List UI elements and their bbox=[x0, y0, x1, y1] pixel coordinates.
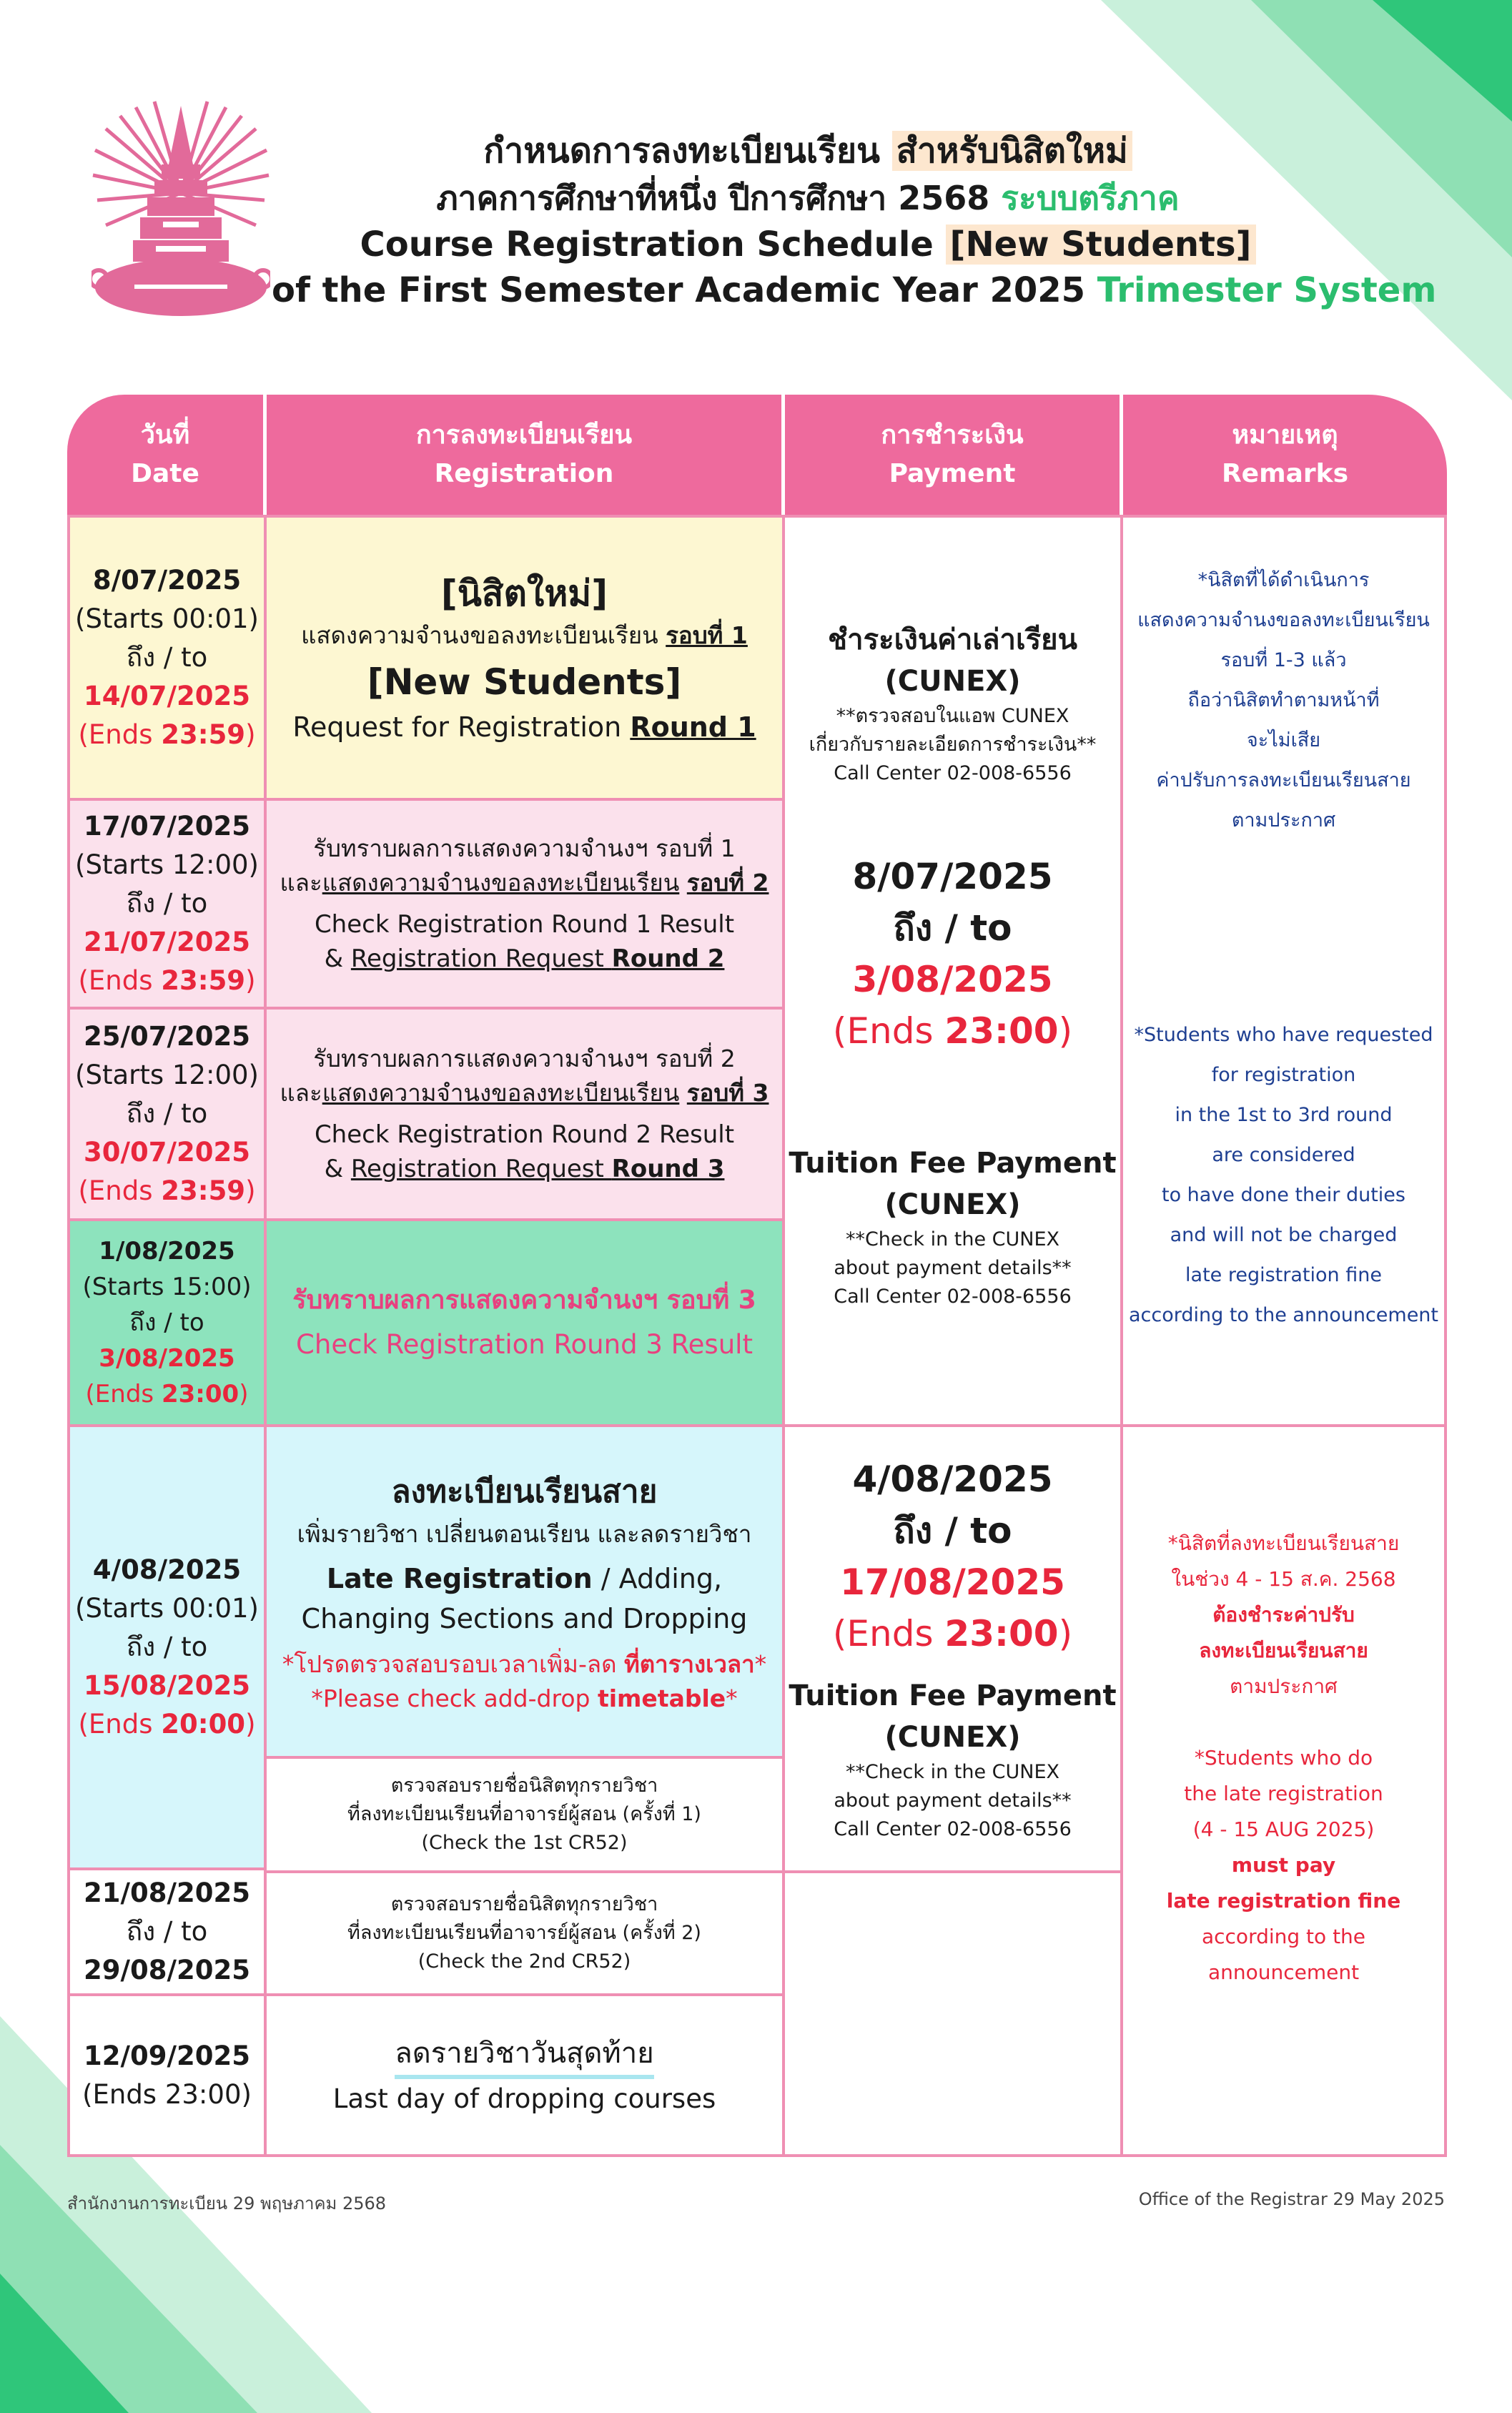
pay1-call: Call Center 02-008-6556 bbox=[834, 762, 1072, 784]
title-line-2 bbox=[272, 174, 1344, 222]
row4-date-cell bbox=[67, 1218, 267, 1427]
row7-line-en: Last day of dropping courses bbox=[332, 2083, 716, 2114]
row5-registration-cell bbox=[264, 1424, 785, 1759]
row5-note-en-c: * bbox=[726, 1684, 738, 1712]
row5-ends-a: (Ends bbox=[78, 1709, 162, 1740]
row5-en-c: Changing Sections and Dropping bbox=[301, 1603, 748, 1634]
row5-note-en-a: *Please check add-drop bbox=[311, 1684, 598, 1712]
row1-start-time: (Starts 00:01) bbox=[75, 603, 259, 634]
row1-end-date: 14/07/2025 bbox=[84, 681, 250, 711]
pay2-call: Call Center 02-008-6556 bbox=[834, 1818, 1072, 1840]
chula-phra-kiao-emblem-icon bbox=[92, 100, 270, 336]
row2-l2c bbox=[679, 869, 687, 897]
row1-ends-a: (Ends bbox=[78, 719, 162, 750]
row7-date-cell bbox=[67, 1993, 267, 2157]
row5-en-a: Late Registration bbox=[326, 1563, 593, 1594]
remark-line: ต้องชำระค่าปรับ bbox=[1212, 1603, 1355, 1627]
remark-line: *Students who do bbox=[1194, 1746, 1373, 1770]
row1-line-en bbox=[292, 707, 756, 747]
header-date bbox=[67, 395, 263, 515]
remark-line: (4 - 15 AUG 2025) bbox=[1192, 1817, 1375, 1841]
row1-ends-c: ) bbox=[245, 719, 256, 750]
row3-line-2 bbox=[280, 1076, 769, 1110]
payment-cell-1 bbox=[782, 515, 1123, 1427]
pay2-note1: **Check in the CUNEX bbox=[845, 1761, 1060, 1783]
pay1-ends-c: ) bbox=[1058, 1010, 1073, 1052]
header-pay-en: Payment bbox=[889, 459, 1016, 488]
row3-line-3: Check Registration Round 2 Result bbox=[314, 1120, 735, 1149]
title-en-4a: of the First Semester Academic Year 2025 bbox=[272, 270, 1086, 310]
title-th-1a: กำหนดการลงทะเบียนเรียน bbox=[483, 131, 880, 171]
row5-note-th-c: * bbox=[754, 1650, 767, 1678]
pay1-note2: เกี่ยวกับรายละเอียดการชำระเงิน** bbox=[809, 734, 1097, 756]
row2-ends-c: ) bbox=[245, 965, 256, 996]
pay2-ends-a: (Ends bbox=[832, 1613, 945, 1654]
row6-date-cell bbox=[67, 1867, 267, 1996]
header-payment bbox=[785, 395, 1120, 515]
row4-ends-c: ) bbox=[239, 1380, 249, 1408]
row3-ends-a: (Ends bbox=[78, 1175, 162, 1206]
row5-en-1 bbox=[327, 1559, 722, 1599]
row2-l2b: แสดงความจำนงขอลงทะเบียนเรียน bbox=[322, 869, 680, 897]
row3-ends-c: ) bbox=[245, 1175, 256, 1206]
row2-line-2 bbox=[280, 866, 769, 900]
header-registration bbox=[267, 395, 781, 515]
remark-line: for registration bbox=[1211, 1064, 1356, 1086]
row2-l2a: และ bbox=[280, 869, 322, 897]
row1-ends-b: 23:59 bbox=[161, 719, 246, 750]
row6-start-date: 21/08/2025 bbox=[84, 1877, 250, 1908]
row4-to: ถึง / to bbox=[129, 1308, 204, 1337]
row2-ends-a: (Ends bbox=[78, 965, 162, 996]
page-header bbox=[0, 0, 1512, 386]
row6-to: ถึง / to bbox=[126, 1916, 208, 1947]
row5-start-time: (Starts 00:01) bbox=[75, 1593, 259, 1624]
row5-end-date: 15/08/2025 bbox=[84, 1670, 250, 1701]
row1-line-en-b: Round 1 bbox=[630, 711, 756, 743]
remark-line: แสดงความจำนงขอลงทะเบียนเรียน bbox=[1137, 609, 1430, 631]
row1-line-th-b: รอบที่ 1 bbox=[666, 621, 748, 649]
row6-cr52-cell bbox=[264, 1870, 785, 1996]
row1-to: ถึง / to bbox=[126, 642, 208, 673]
pay1-cunex: (CUNEX) bbox=[884, 665, 1021, 698]
remark-line: in the 1st to 3rd round bbox=[1175, 1104, 1393, 1126]
title-en-3b: [New Students] bbox=[946, 224, 1256, 265]
row1-line-th-a: แสดงความจำนงขอลงทะเบียนเรียน bbox=[301, 621, 666, 649]
row1-title-th: [นิสิตใหม่] bbox=[440, 573, 608, 614]
header-pay-th: การชำระเงิน bbox=[881, 420, 1024, 450]
row3-ends-b: 23:59 bbox=[161, 1175, 246, 1206]
row5-cr52-cell bbox=[264, 1756, 785, 1873]
row2-l4a: & bbox=[324, 944, 351, 973]
row2-to: ถึง / to bbox=[126, 888, 208, 919]
row5-end-time bbox=[78, 1705, 255, 1744]
row5-note-en-b: timetable bbox=[597, 1684, 726, 1712]
remark-line: late registration fine bbox=[1185, 1264, 1382, 1286]
remark-line: according to the announcement bbox=[1128, 1304, 1438, 1326]
row4-line-1: รับทราบผลการแสดงความจำนงฯ รอบที่ 3 bbox=[292, 1286, 756, 1315]
row5-ends-c: ) bbox=[245, 1709, 256, 1740]
header-rmk-th: หมายเหตุ bbox=[1232, 420, 1338, 450]
row1-registration-cell bbox=[264, 515, 785, 801]
pay2-ends-b: 23:00 bbox=[944, 1613, 1059, 1654]
row3-start-time: (Starts 12:00) bbox=[75, 1060, 259, 1090]
pay1-end-date: 3/08/2025 bbox=[852, 959, 1053, 1000]
row2-end-time bbox=[78, 962, 255, 1000]
cr1-line-2: ที่ลงทะเบียนเรียนที่อาจารย์ผู้สอน (ครั้งที่ 1) bbox=[347, 1803, 701, 1825]
row4-start-date: 1/08/2025 bbox=[99, 1237, 235, 1265]
row3-l2b: แสดงความจำนงขอลงทะเบียนเรียน bbox=[322, 1079, 680, 1107]
row3-l2d: รอบที่ 3 bbox=[686, 1079, 769, 1107]
pay2-to: ถึง / to bbox=[893, 1510, 1012, 1551]
row5-note-th-b: ที่ตารางเวลา bbox=[624, 1650, 755, 1678]
pay2-en: Tuition Fee Payment bbox=[789, 1679, 1117, 1712]
row5-note-en bbox=[311, 1682, 737, 1716]
row4-ends-a: (Ends bbox=[85, 1380, 162, 1408]
remark-line: ถือว่านิสิตทำตามหน้าที่ bbox=[1187, 689, 1380, 711]
header-remarks bbox=[1123, 395, 1447, 515]
row2-date-cell bbox=[67, 798, 267, 1010]
remark-line: to have done their duties bbox=[1161, 1184, 1405, 1206]
pay1-ends-a: (Ends bbox=[832, 1010, 945, 1052]
remark-line: ตามประกาศ bbox=[1231, 809, 1336, 832]
title-en-4b: Trimester System bbox=[1097, 270, 1437, 310]
row1-start-date: 8/07/2025 bbox=[92, 565, 242, 596]
title-line-1 bbox=[272, 127, 1344, 174]
remarks-cell-2 bbox=[1120, 1424, 1447, 2157]
pay1-cunex-en: (CUNEX) bbox=[884, 1188, 1021, 1221]
row2-l4c: Round 2 bbox=[611, 944, 725, 973]
pay2-end-date: 17/08/2025 bbox=[840, 1561, 1065, 1603]
row5-ends-b: 20:00 bbox=[161, 1709, 246, 1740]
header-reg-th: การลงทะเบียนเรียน bbox=[415, 420, 633, 450]
remark-line: late registration fine bbox=[1166, 1889, 1401, 1913]
row4-end-time bbox=[86, 1376, 249, 1412]
row1-line-en-a: Request for Registration bbox=[292, 711, 631, 743]
remarks-cell-1 bbox=[1120, 515, 1447, 1427]
row2-l2d: รอบที่ 2 bbox=[686, 869, 769, 897]
remark-line: *Students who have requested bbox=[1134, 1024, 1433, 1046]
title-th-1b: สำหรับนิสิตใหม่ bbox=[892, 131, 1132, 171]
title-en-3a: Course Registration Schedule bbox=[360, 224, 934, 265]
header-date-en: Date bbox=[131, 459, 199, 488]
row5-en-b: / Adding, bbox=[592, 1563, 723, 1594]
remark-line: ตามประกาศ bbox=[1230, 1674, 1338, 1698]
row2-line-1: รับทราบผลการแสดงความจำนงฯ รอบที่ 1 bbox=[313, 834, 736, 862]
row2-end-date: 21/07/2025 bbox=[84, 927, 250, 957]
row3-l4b: Registration Request bbox=[350, 1155, 612, 1183]
remarks-2 bbox=[1123, 1526, 1444, 1990]
row5-start-date: 4/08/2025 bbox=[92, 1554, 242, 1585]
pay1-en: Tuition Fee Payment bbox=[789, 1147, 1117, 1180]
row6-end-date: 29/08/2025 bbox=[84, 1955, 250, 1985]
row3-end-date: 30/07/2025 bbox=[84, 1137, 250, 1168]
remark-line bbox=[1123, 1704, 1444, 1740]
footer-right: Office of the Registrar 29 May 2025 bbox=[1138, 2189, 1445, 2209]
remark-line: ลงทะเบียนเรียนสาย bbox=[1199, 1639, 1368, 1662]
row1-line-th bbox=[301, 618, 748, 653]
row7-ends: (Ends 23:00) bbox=[82, 2078, 252, 2110]
pay1-note-en1: **Check in the CUNEX bbox=[845, 1228, 1060, 1250]
pay1-call-en: Call Center 02-008-6556 bbox=[834, 1286, 1072, 1308]
remark-line: are considered bbox=[1212, 1144, 1355, 1166]
row3-start-date: 25/07/2025 bbox=[84, 1021, 250, 1052]
row2-start-date: 17/07/2025 bbox=[84, 811, 250, 842]
title-line-3 bbox=[272, 222, 1344, 267]
pay1-start-date: 8/07/2025 bbox=[852, 856, 1053, 897]
remark-line: must pay bbox=[1231, 1853, 1336, 1877]
row3-l4c: Round 3 bbox=[611, 1155, 725, 1183]
row7-date: 12/09/2025 bbox=[84, 2040, 250, 2071]
row3-line-1: รับทราบผลการแสดงความจำนงฯ รอบที่ 2 bbox=[313, 1045, 736, 1072]
pay2-start-date: 4/08/2025 bbox=[852, 1459, 1053, 1500]
row2-registration-cell bbox=[264, 798, 785, 1010]
remarks-1-th bbox=[1137, 561, 1430, 841]
cr1-line-1: ตรวจสอบรายชื่อนิสิตทุกรายวิชา bbox=[390, 1775, 658, 1797]
row3-registration-cell bbox=[264, 1007, 785, 1221]
remarks-1-en bbox=[1129, 1015, 1438, 1336]
schedule-table bbox=[67, 395, 1447, 2157]
row2-line-4 bbox=[325, 942, 725, 976]
pay1-th: ชำระเงินค่าเล่าเรียน bbox=[828, 623, 1077, 656]
row4-end-date: 3/08/2025 bbox=[99, 1344, 235, 1373]
row1-end-time bbox=[78, 716, 255, 754]
cr1-line-3: (Check the 1st CR52) bbox=[421, 1832, 628, 1854]
remark-line: รอบที่ 1-3 แล้ว bbox=[1220, 649, 1347, 671]
pay2-cunex: (CUNEX) bbox=[884, 1721, 1021, 1754]
pay1-ends-b: 23:00 bbox=[944, 1010, 1059, 1052]
pay1-note-en2: about payment details** bbox=[834, 1257, 1072, 1279]
remark-line: ค่าปรับการลงทะเบียนเรียนสาย bbox=[1156, 769, 1411, 791]
row3-l4a: & bbox=[324, 1155, 351, 1183]
remark-line: *นิสิตที่ได้ดำเนินการ bbox=[1197, 569, 1370, 591]
pay2-end-time bbox=[833, 1608, 1072, 1659]
remark-line: according to the announcement bbox=[1201, 1925, 1366, 1984]
payment-cell-2 bbox=[782, 1424, 1123, 1873]
header-rmk-en: Remarks bbox=[1221, 459, 1349, 488]
row5-title-th: ลงทะเบียนเรียนสาย bbox=[391, 1474, 658, 1510]
row2-l4b: Registration Request bbox=[350, 944, 612, 973]
remark-line: จะไม่เสีย bbox=[1246, 729, 1321, 751]
row2-line-3: Check Registration Round 1 Result bbox=[314, 910, 735, 939]
remark-line: ในช่วง 4 - 15 ส.ค. 2568 bbox=[1171, 1567, 1396, 1591]
row5-note-th bbox=[282, 1647, 766, 1682]
cr2-line-3: (Check the 2nd CR52) bbox=[417, 1950, 631, 1973]
footer-left: สำนักงานการทะเบียน 29 พฤษภาคม 2568 bbox=[67, 2194, 387, 2214]
row5-note-th-a: *โปรดตรวจสอบรอบเวลาเพิ่ม-ลด bbox=[282, 1650, 624, 1678]
row3-to: ถึง / to bbox=[126, 1098, 208, 1129]
row3-line-4 bbox=[325, 1152, 725, 1186]
row2-ends-b: 23:59 bbox=[161, 965, 246, 996]
remark-line: and will not be charged bbox=[1170, 1224, 1398, 1246]
row3-date-cell bbox=[67, 1007, 267, 1221]
row7-line-th: ลดรายวิชาวันสุดท้าย bbox=[395, 2032, 653, 2079]
row2-start-time: (Starts 12:00) bbox=[75, 849, 259, 880]
pay2-note2: about payment details** bbox=[834, 1790, 1072, 1812]
title-line-4 bbox=[272, 267, 1437, 313]
row1-date-cell bbox=[67, 515, 267, 801]
row3-l2c bbox=[679, 1079, 687, 1107]
row5-date-cell bbox=[67, 1424, 267, 1870]
title-th-2a: ภาคการศึกษาที่หนึ่ง ปีการศึกษา 2568 bbox=[436, 179, 990, 217]
row5-to: ถึง / to bbox=[126, 1632, 208, 1662]
pay1-note1: **ตรวจสอบในแอพ CUNEX bbox=[836, 705, 1069, 727]
remark-line: the late registration bbox=[1184, 1782, 1383, 1805]
row4-registration-cell bbox=[264, 1218, 785, 1427]
pay2-ends-c: ) bbox=[1058, 1613, 1073, 1654]
cr2-line-1: ตรวจสอบรายชื่อนิสิตทุกรายวิชา bbox=[390, 1893, 658, 1915]
row1-title-en: [New Students] bbox=[367, 661, 682, 703]
table-header bbox=[67, 395, 1447, 515]
row3-end-time bbox=[78, 1172, 255, 1210]
row4-line-2: Check Registration Round 3 Result bbox=[296, 1329, 753, 1360]
row4-start-time: (Starts 15:00) bbox=[82, 1273, 252, 1301]
title-th-2b: ระบบตรีภาค bbox=[1001, 179, 1180, 217]
header-date-th: วันที่ bbox=[140, 420, 190, 450]
payment-cell-empty bbox=[782, 1870, 1123, 2157]
header-reg-en: Registration bbox=[434, 459, 614, 488]
page-title bbox=[272, 127, 1437, 313]
row5-sub-th: เพิ่มรายวิชา เปลี่ยนตอนเรียน และลดรายวิชา bbox=[297, 1520, 752, 1548]
row3-l2a: และ bbox=[280, 1079, 322, 1107]
pay1-to: ถึง / to bbox=[893, 907, 1012, 949]
pay1-end-time bbox=[833, 1005, 1072, 1057]
remark-line: *นิสิตที่ลงทะเบียนเรียนสาย bbox=[1167, 1531, 1400, 1555]
row7-registration-cell bbox=[264, 1993, 785, 2157]
cr2-line-2: ที่ลงทะเบียนเรียนที่อาจารย์ผู้สอน (ครั้งที่ 2) bbox=[347, 1922, 701, 1944]
row4-ends-b: 23:00 bbox=[161, 1380, 239, 1408]
